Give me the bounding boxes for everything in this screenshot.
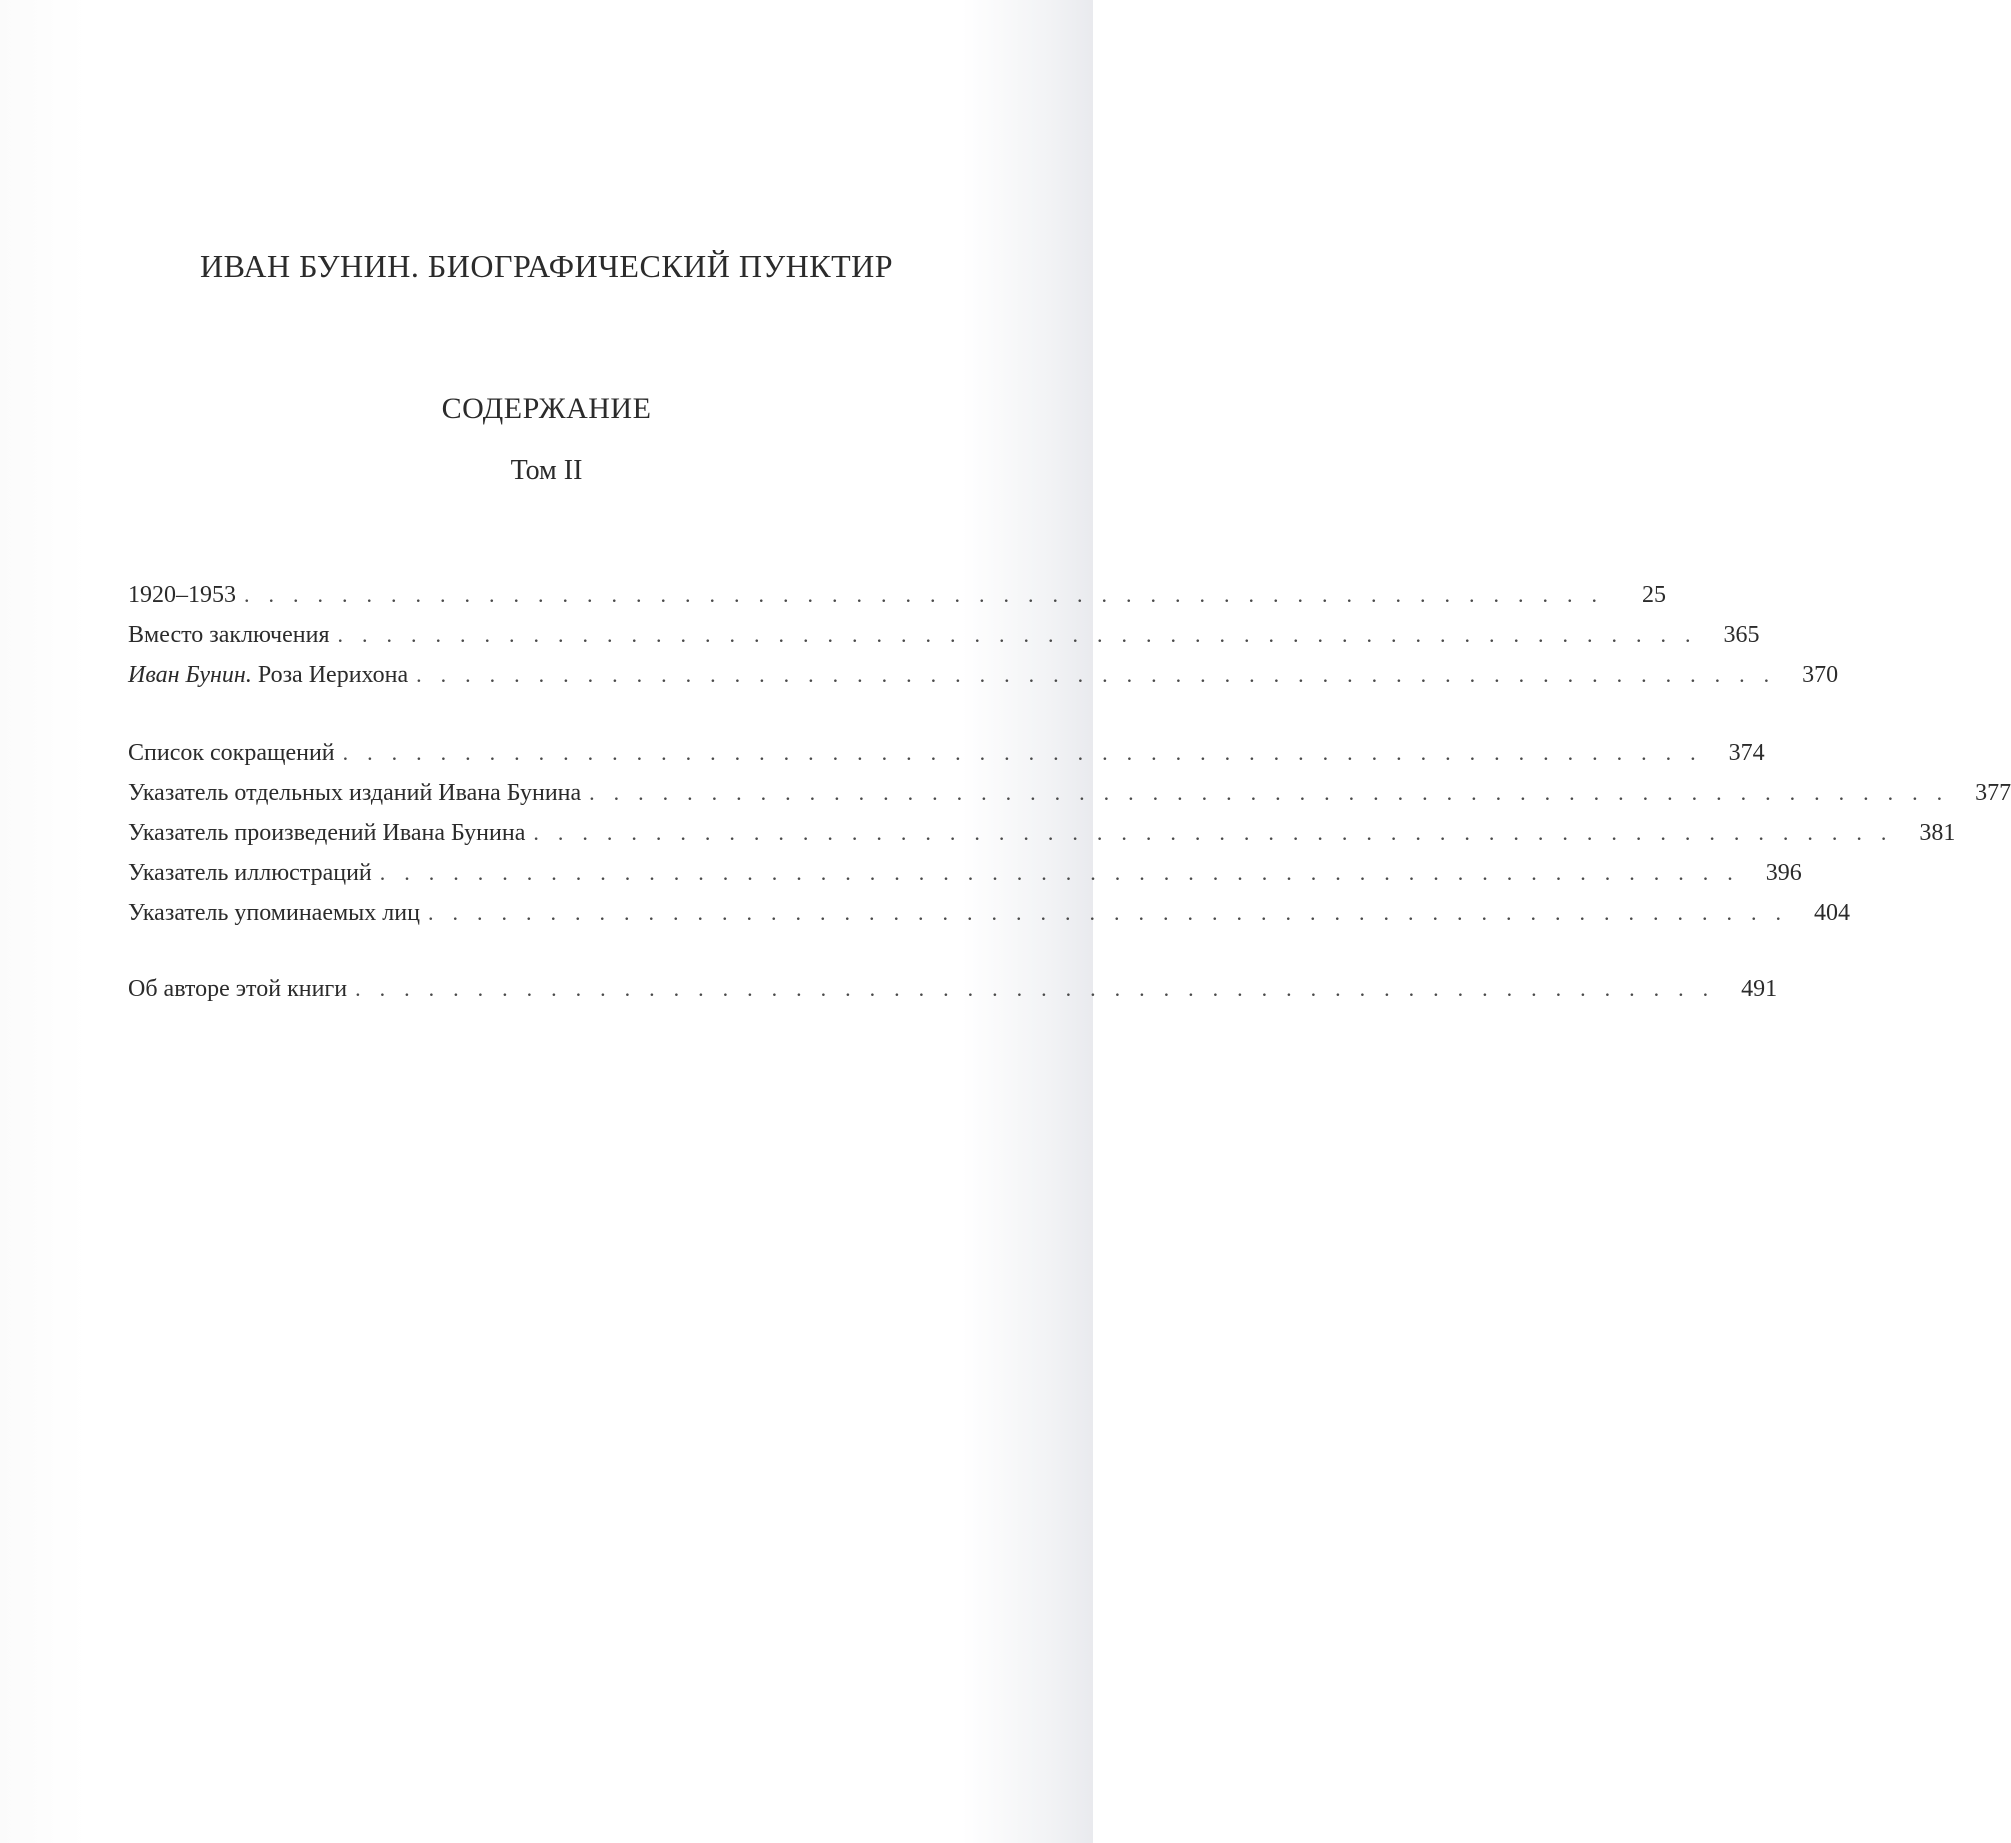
volume-label: Том II <box>510 455 583 486</box>
toc-entry-work: Роза Иерихона <box>251 662 409 688</box>
toc-leader-dots: ........................................................ <box>355 976 1728 1001</box>
toc-group-about <box>128 976 1778 1016</box>
toc-entry-page: 404 <box>1813 900 1850 926</box>
toc-entry-title: Указатель иллюстраций <box>128 860 372 886</box>
toc-leader-dots: ........................................................ <box>342 740 1715 765</box>
toc-entry-page: 370 <box>1802 662 1839 688</box>
toc-entry <box>128 662 1839 702</box>
toc-entry-title: Указатель произведений Ивана Бунина <box>128 820 526 846</box>
toc-leader-dots: ........................................................ <box>533 820 1906 845</box>
toc-leader-dots: ........................................................ <box>337 622 1710 647</box>
toc-entry-page: 396 <box>1765 860 1802 886</box>
toc-leader-dots: ........................................................ <box>589 780 1962 805</box>
toc-entry-page: 365 <box>1723 622 1760 648</box>
toc-group-indexes <box>128 740 2011 940</box>
contents-heading: СОДЕРЖАНИЕ <box>441 392 652 425</box>
toc-leader-dots: ........................................................ <box>427 900 1800 925</box>
toc-entry-page: 374 <box>1728 740 1765 766</box>
toc-entry <box>128 976 1778 1016</box>
toc-entry-title: Об авторе этой книги <box>128 976 348 1002</box>
toc-entry-title: 1920–1953 <box>128 582 236 608</box>
toc-leader-dots: ........................................................ <box>379 860 1752 885</box>
toc-entry <box>128 582 1666 622</box>
toc-entry <box>128 820 1956 860</box>
toc-entry-page: 491 <box>1741 976 1778 1002</box>
toc-entry-title: Вместо заключения <box>128 622 330 648</box>
toc-leader-dots: ........................................................ <box>416 662 1789 687</box>
toc-leader-dots: ........................................................ <box>244 582 1616 607</box>
toc-entry-title: Список сокращений <box>128 740 335 766</box>
toc-group-main <box>128 582 1839 702</box>
toc-entry-page: 377 <box>1975 780 2011 806</box>
toc-entry-title: Указатель упоминаемых лиц <box>128 900 420 926</box>
toc-entry-title <box>128 662 408 689</box>
toc-entry-page: 25 <box>1642 582 1666 608</box>
toc-entry-page: 381 <box>1919 820 1956 846</box>
toc-entry-author: Иван Бунин. <box>128 662 252 688</box>
toc-entry <box>128 622 1760 662</box>
toc-entry <box>128 740 1765 780</box>
toc-entry <box>128 860 1802 900</box>
book-title: ИВАН БУНИН. БИОГРАФИЧЕСКИЙ ПУНКТИР <box>199 248 894 284</box>
toc-entry-title: Указатель отдельных изданий Ивана Бунина <box>128 780 582 806</box>
toc-entry <box>128 900 1850 940</box>
toc-entry <box>128 780 2011 820</box>
